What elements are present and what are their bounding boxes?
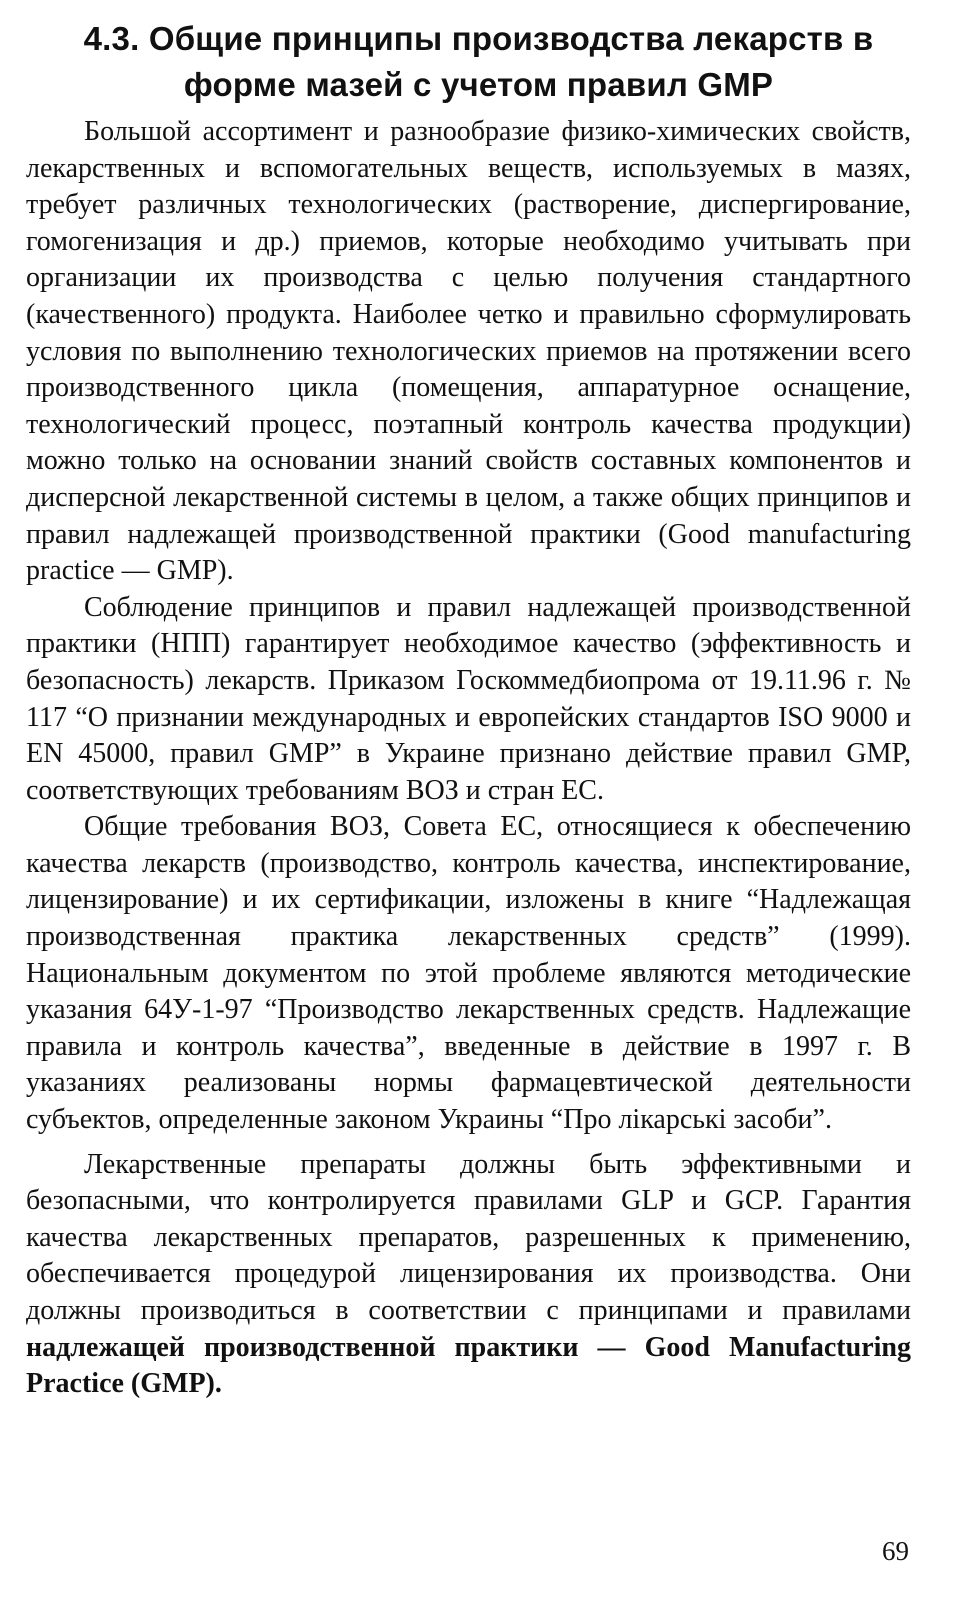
- paragraph-4: [26, 1147, 911, 1403]
- paragraph-3: Общие требования ВОЗ, Совета ЕС, относящиеся к обеспечению качества лекарств (производство, контроль качества, инспектирование, лицензирование) и их сертификации, изложены в книге “Надлежащая производственная практика лекарственных средств” (1999). Национальным документом по этой проблеме являются методические указания 64У-1-97 “Производство лекарственных средств. Надлежащие правила и контроль качества”, введенные в действие в 1997 г. В указаниях реализованы нормы фармацевтической деятельности субъектов, определенные законом Украины “Про лікарські засоби”.: [26, 811, 911, 1136]
- paragraph-4-bold-term: надлежащей производственной практики — Good Manufacturing Practice (GMP).: [26, 1331, 911, 1400]
- page-number: 69: [882, 1536, 909, 1566]
- paragraph-4-text: Лекарственные препараты должны быть эффективными и безопасными, что контролируется правилами GLP и GCP. Гарантия качества лекарственных препаратов, разрешенных к применению, обеспечивается процедурой лицензирования их производства. Они должны производиться в соответствии с принципами и правилами: [26, 1148, 911, 1326]
- section-heading-line-2: форме мазей с учетом правил GMP: [183, 66, 774, 103]
- section-heading-line-1: 4.3. Общие принципы производства лекарств в: [83, 20, 874, 57]
- paragraph-2: Соблюдение принципов и правил надлежащей производственной практики (НПП) гарантирует необходимое качество (эффективность и безопасность) лекарств. Приказом Госкоммедбиопрома от 19.11.96 г. № 117 “О признании международных и европейских стандартов ISO 9000 и EN 45000, правил GMP” в Украине признано действие правил GMP, соответствующих требованиям ВОЗ и стран ЕС.: [26, 591, 911, 806]
- paragraph-1: Большой ассортимент и разнообразие физико-химических свойств, лекарственных и вспомогательных веществ, используемых в мазях, требует различных технологических (растворение, диспергирование, гомогенизация и др.) приемов, которые необходимо учитывать при организации их производства с целью получения стандартного (качественного) продукта. Наиболее четко и правильно сформулировать условия по выполнению технологических приемов на протяжении всего производственного цикла (помещения, аппаратурное оснащение, технологический процесс, поэтапный контроль качества продукции) можно только на основании знаний свойств составных компонентов и дисперсной лекарственной системы в целом, а также общих принципов и правил надлежащей производственной практики (Good manufacturing practice — GMP).: [26, 116, 911, 587]
- section-heading: [26, 16, 911, 108]
